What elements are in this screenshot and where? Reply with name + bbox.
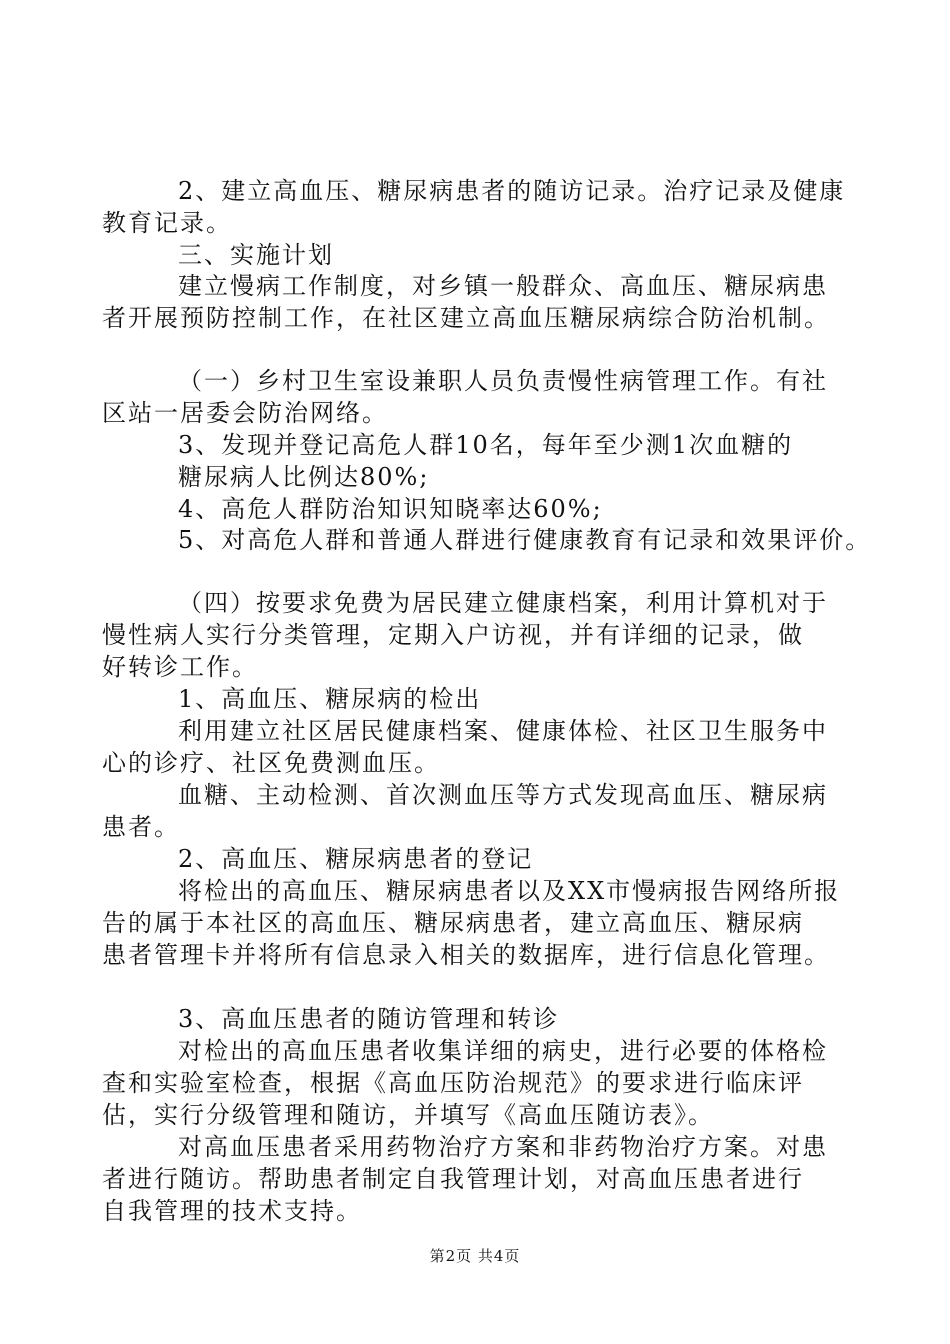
paragraph-line: 告的属于本社区的高血压、糖尿病患者，建立高血压、糖尿病 bbox=[102, 909, 804, 937]
paragraph-line: （一）乡村卫生室设兼职人员负责慢性病管理工作。有社 bbox=[178, 367, 828, 395]
paragraph-line: 利用建立社区居民健康档案、健康体检、社区卫生服务中 bbox=[178, 717, 828, 745]
paragraph-line: 5、对高危人群和普通人群进行健康教育有记录和效果评价。 bbox=[178, 526, 872, 554]
section-heading: 三、实施计划 bbox=[178, 241, 334, 269]
subsection-heading: 1、高血压、糖尿病的检出 bbox=[178, 685, 482, 713]
paragraph-line: 4、高危人群防治知识知晓率达60%; bbox=[178, 495, 603, 523]
paragraph-line: 血糖、主动检测、首次测血压等方式发现高血压、糖尿病 bbox=[178, 781, 828, 809]
paragraph-line: 教育记录。 bbox=[102, 209, 232, 237]
paragraph-line: 估，实行分级管理和随访，并填写《高血压随访表》。 bbox=[102, 1101, 714, 1129]
page-number-footer: 第2页 共4页 bbox=[429, 1247, 521, 1265]
paragraph-line: 糖尿病人比例达80%; bbox=[178, 463, 430, 491]
paragraph-line: 自我管理的技术支持。 bbox=[102, 1197, 362, 1225]
paragraph-line: 者开展预防控制工作，在社区建立高血压糖尿病综合防治机制。 bbox=[102, 304, 830, 332]
paragraph-line: 好转诊工作。 bbox=[102, 653, 258, 681]
subsection-heading: 3、高血压患者的随访管理和转诊 bbox=[178, 1005, 560, 1033]
paragraph-line: 者进行随访。帮助患者制定自我管理计划，对高血压患者进行 bbox=[102, 1165, 804, 1193]
paragraph-line: 对检出的高血压患者收集详细的病史，进行必要的体格检 bbox=[178, 1037, 828, 1065]
paragraph-line: 患者。 bbox=[102, 813, 180, 841]
paragraph-line: 慢性病人实行分类管理，定期入户访视，并有详细的记录，做 bbox=[102, 621, 804, 649]
paragraph-line: 将检出的高血压、糖尿病患者以及XX市慢病报告网络所报 bbox=[178, 877, 841, 905]
subsection-heading: 2、高血压、糖尿病患者的登记 bbox=[178, 845, 534, 873]
paragraph-line: 患者管理卡并将所有信息录入相关的数据库，进行信息化管理。 bbox=[102, 941, 830, 969]
paragraph-line: 心的诊疗、社区免费测血压。 bbox=[102, 749, 440, 777]
paragraph-line: 对高血压患者采用药物治疗方案和非药物治疗方案。对患 bbox=[178, 1133, 828, 1161]
paragraph-line: 3、发现并登记高危人群10名，每年至少测1次血糖的 bbox=[178, 431, 794, 459]
paragraph-line: 建立慢病工作制度，对乡镇一般群众、高血压、糖尿病患 bbox=[178, 272, 828, 300]
paragraph-line: 查和实验室检查，根据《高血压防治规范》的要求进行临床评 bbox=[102, 1069, 804, 1097]
paragraph-line: 区站一居委会防治网络。 bbox=[102, 399, 388, 427]
paragraph-line: （四）按要求免费为居民建立健康档案，利用计算机对于 bbox=[178, 589, 828, 617]
paragraph-line: 2、建立高血压、糖尿病患者的随访记录。治疗记录及健康 bbox=[178, 177, 846, 205]
